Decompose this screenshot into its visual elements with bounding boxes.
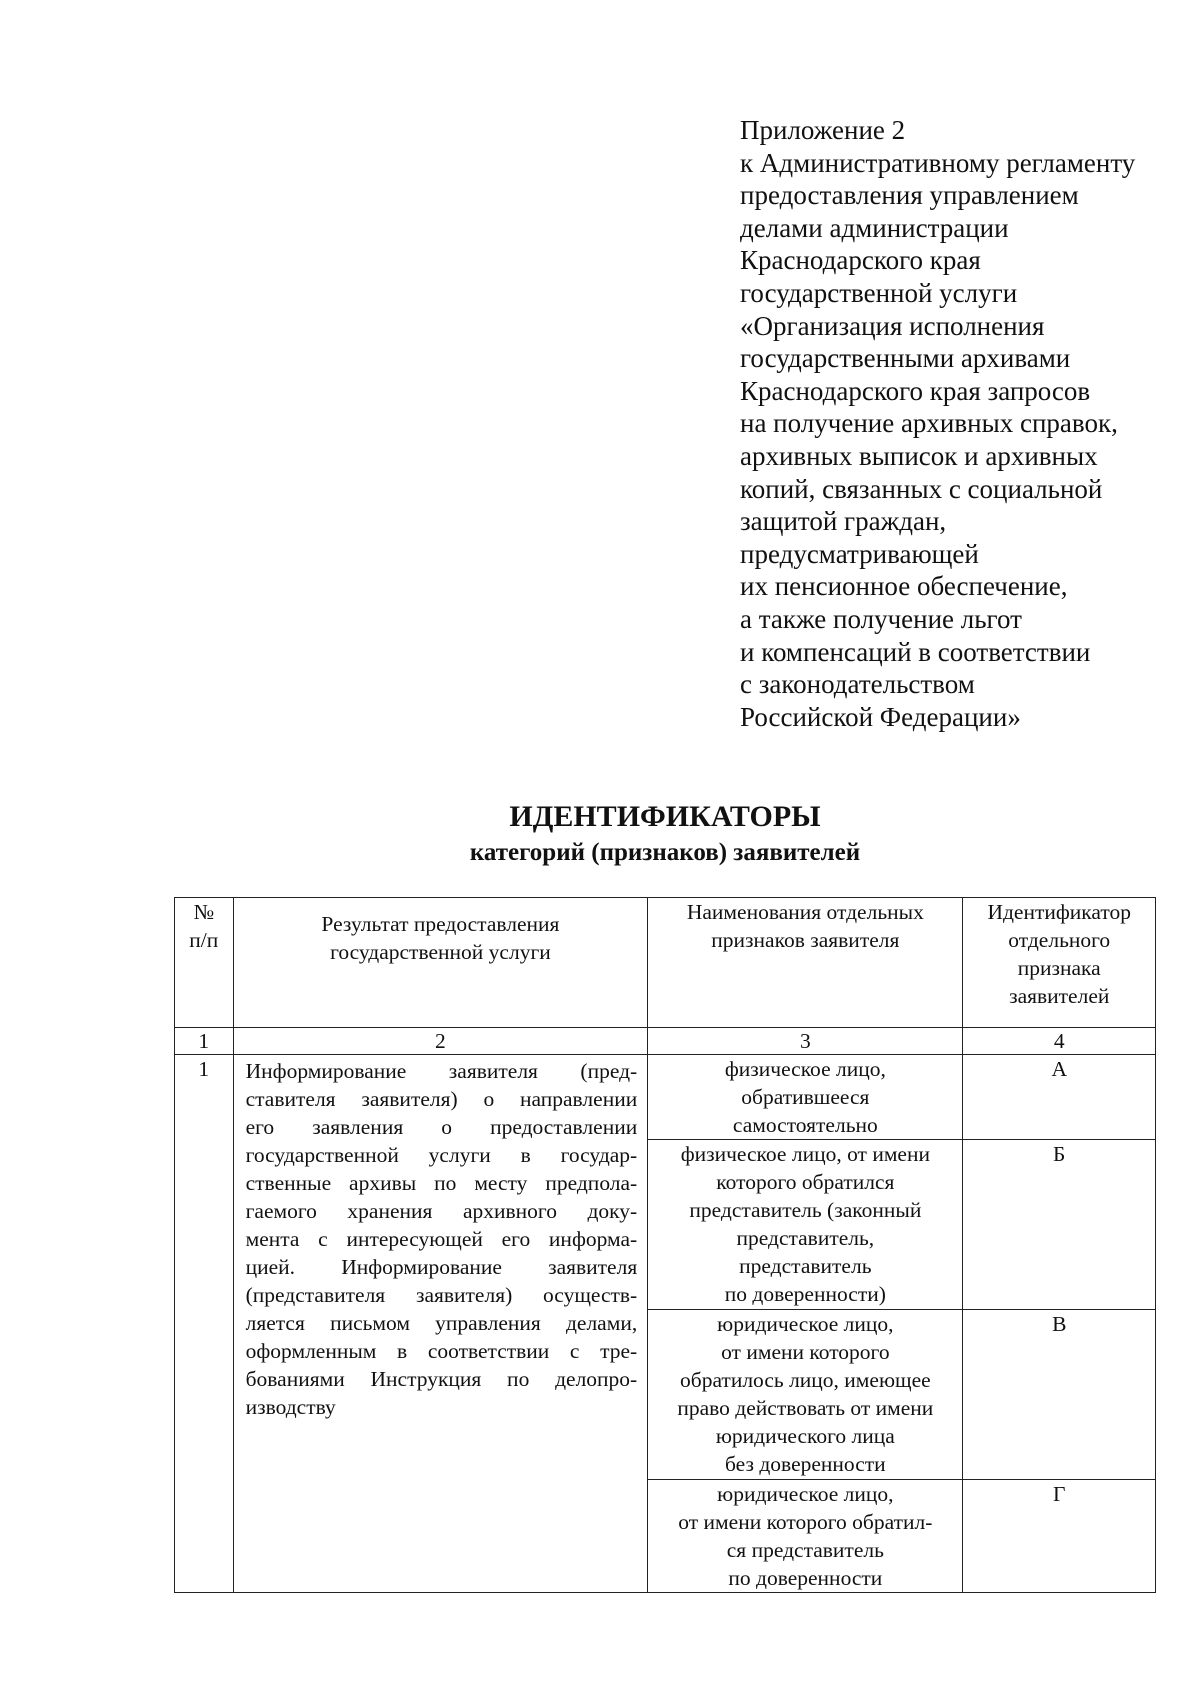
header-identifier: Идентификатор отдельного признака заявителей [963, 898, 1156, 1028]
annex-line: с законодательством [740, 669, 975, 700]
document-title [0, 798, 1200, 870]
annex-line: Краснодарского края [740, 245, 981, 276]
annex-line: защитой граждан, [740, 506, 947, 537]
sign-name-cell: физическое лицо, обратившееся самостоятельно [648, 1055, 963, 1140]
sign-identifier: Г [963, 1480, 1156, 1593]
annex-line: Краснодарского края запросов [740, 375, 1091, 406]
column-number-row [175, 1028, 1156, 1055]
sign-identifier: В [963, 1310, 1156, 1480]
annex-line: их пенсионное обеспечение, [740, 571, 1068, 602]
sign-name-cell: физическое лицо, от имени которого обратился представитель (законный представитель, представитель по доверенности) [648, 1140, 963, 1310]
column-number: 2 [233, 1028, 648, 1055]
title-main: ИДЕНТИФИКАТОРЫ [509, 800, 821, 833]
annex-line: предоставления управлением [740, 180, 1079, 211]
annex-line: Российской Федерации» [740, 701, 1021, 732]
column-number: 1 [175, 1028, 234, 1055]
sign-name-cell: юридическое лицо, от имени которого обратилось лицо, имеющее право действовать от имени юридического лица без доверенности [648, 1310, 963, 1480]
annex-header [740, 114, 1135, 733]
service-result-cell: Информирование заявителя (пред- ставителя заявителя) о направлении его заявления о предоставлении государственной услуги в государ- ственные архивы по месту предпола- гаемого хранения архивного доку- мента с интересующей его информа- цией. Информирование заявителя (представителя заявителя) осуществ- ляется письмом управления делами, оформленным в соответствии с тре- бованиями Инструкция по делопро- изводству [233, 1055, 648, 1593]
title-sub: категорий (признаков) заявителей [469, 839, 861, 866]
annex-line: а также получение льгот [740, 603, 1022, 634]
sign-identifier: А [963, 1055, 1156, 1140]
annex-line: государственной услуги [740, 277, 1018, 308]
header-number: № п/п [175, 898, 234, 1028]
table-header-row [175, 898, 1156, 1028]
annex-line: на получение архивных справок, [740, 408, 1118, 439]
annex-line: «Организация исполнения [740, 310, 1045, 341]
column-number: 4 [963, 1028, 1156, 1055]
annex-line: и компенсаций в соответствии [740, 636, 1091, 667]
header-result: Результат предоставления государственной услуги [233, 898, 648, 1028]
annex-line: предусматривающей [740, 538, 979, 569]
annex-line: Приложение 2 [740, 115, 906, 145]
column-number: 3 [648, 1028, 963, 1055]
sign-identifier: Б [963, 1140, 1156, 1310]
annex-line: делами администрации [740, 212, 1009, 243]
annex-line: копий, связанных с социальной [740, 473, 1103, 504]
annex-line: государственными архивами [740, 343, 1071, 374]
annex-line: архивных выписок и архивных [740, 440, 1098, 471]
row-number: 1 [175, 1055, 234, 1593]
sign-name-cell: юридическое лицо, от имени которого обратил- ся представитель по доверенности [648, 1480, 963, 1593]
identifiers-table [174, 897, 1156, 1593]
header-sign-name: Наименования отдельных признаков заявителя [648, 898, 963, 1028]
table-row [175, 1055, 1156, 1140]
annex-line: к Административному регламенту [740, 147, 1136, 178]
